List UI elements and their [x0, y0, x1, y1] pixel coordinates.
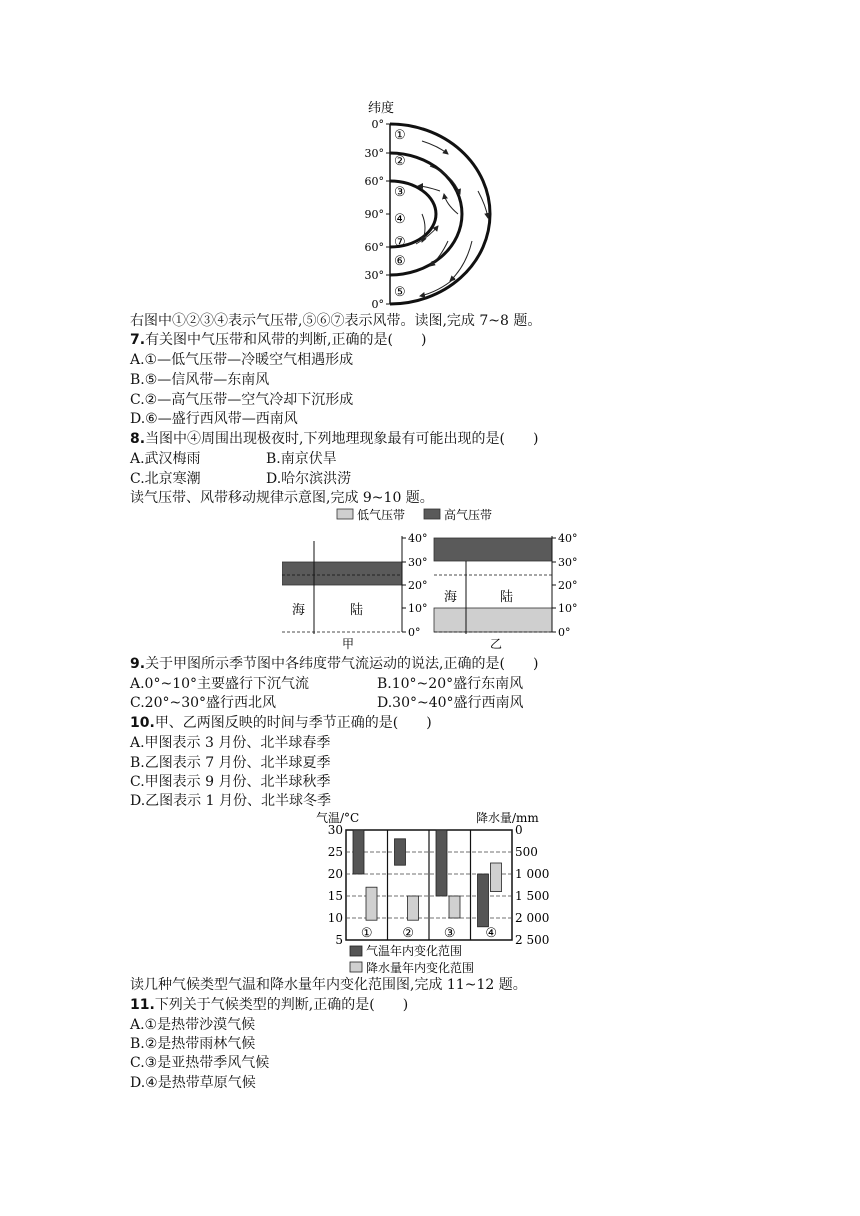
intro-11-12: 读几种气候类型气温和降水量年内变化范围图,完成 11~12 题。: [130, 977, 527, 993]
q7-option-c[interactable]: C.②—高气压带—空气冷却下沉形成: [130, 392, 354, 408]
pressure-belt-diagram: [360, 96, 500, 312]
legend-high-label: 高气压带: [444, 508, 493, 522]
climate-range-chart: [316, 808, 552, 978]
question-number: 10.: [130, 715, 155, 731]
question-number: 8.: [130, 431, 146, 447]
q11-option-a[interactable]: A.①是热带沙漠气候: [130, 1017, 256, 1033]
fig2-tick-label: 40°: [558, 532, 578, 545]
yi-low-belt: [434, 608, 552, 632]
fig2-tick-label: 10°: [558, 602, 578, 615]
temp-tick-label: 5: [335, 933, 343, 947]
temp-tick-label: 15: [327, 889, 343, 903]
question-8-stem: 8.当图中④周围出现极夜时,下列地理现象最有可能出现的是( ): [130, 431, 539, 447]
q10-option-c[interactable]: C.甲图表示 9 月份、北半球秋季: [130, 774, 331, 790]
q10-option-b[interactable]: B.乙图表示 7 月份、北半球夏季: [130, 755, 331, 771]
precip-tick-label: 0: [515, 823, 523, 837]
precip-tick-label: 1 500: [515, 889, 550, 903]
temp-tick-label: 25: [327, 845, 343, 859]
yi-label: 乙: [490, 637, 503, 651]
jia-label: 甲: [342, 637, 355, 651]
belt-number-label: ⑥: [394, 254, 406, 269]
q9-option-d[interactable]: D.30°~40°盛行西南风: [377, 695, 524, 711]
belt-number-label: ⑤: [394, 285, 406, 300]
precip-range-bar: [449, 896, 460, 918]
fig1-tick-label: 0°: [371, 298, 384, 311]
temp-tick-label: 20: [327, 867, 343, 881]
yi-sea-label: 海: [444, 590, 458, 605]
temp-tick-label: 10: [327, 911, 343, 925]
legend-precip-label: 降水量年内变化范围: [366, 961, 475, 975]
q9-option-b[interactable]: B.10°~20°盛行东南风: [377, 676, 524, 692]
climate-category-label: ②: [402, 926, 415, 941]
fig1-tick-label: 90°: [364, 208, 384, 221]
temp-range-bar: [436, 830, 447, 896]
latitude-axis-label: 纬度: [368, 101, 395, 116]
legend-low-swatch: [337, 509, 353, 519]
question-9-stem: 9.关于甲图所示季节图中各纬度带气流运动的说法,正确的是( ): [130, 656, 539, 672]
fig2-tick-label: 10°: [408, 602, 428, 615]
belt-number-label: ②: [394, 154, 406, 169]
q7-option-b[interactable]: B.⑤—信风带—东南风: [130, 372, 270, 388]
fig2-tick-label: 0°: [408, 626, 421, 639]
legend-low-label: 低气压带: [357, 508, 406, 522]
precip-tick-label: 2 500: [515, 933, 550, 947]
legend-precip-swatch: [350, 962, 362, 972]
precip-axis-label: 降水量/mm: [476, 811, 539, 825]
q11-option-c[interactable]: C.③是亚热带季风气候: [130, 1055, 270, 1071]
temp-axis-label: 气温/°C: [316, 811, 360, 825]
q11-option-d[interactable]: D.④是热带草原气候: [130, 1075, 256, 1091]
question-7-stem: 7.有关图中气压带和风带的判断,正确的是( ): [130, 332, 427, 348]
fig1-tick-label: 60°: [364, 241, 384, 254]
jia-sea-label: 海: [292, 603, 306, 618]
belt-number-label: ①: [394, 128, 406, 143]
temp-range-bar: [395, 839, 406, 865]
question-number: 9.: [130, 656, 146, 672]
fig2-tick-label: 40°: [408, 532, 428, 545]
precip-range-bar: [491, 863, 502, 892]
belt-number-label: ④: [394, 212, 406, 227]
wind-arrow: [444, 194, 458, 214]
q10-option-d[interactable]: D.乙图表示 1 月份、北半球冬季: [130, 793, 331, 809]
question-number: 7.: [130, 332, 146, 348]
fig2-tick-label: 20°: [558, 579, 578, 592]
climate-category-label: ④: [485, 926, 498, 941]
q7-option-d[interactable]: D.⑥—盛行西风带—西南风: [130, 411, 298, 427]
jia-high-belt: [282, 562, 402, 585]
q9-option-a[interactable]: A.0°~10°主要盛行下沉气流: [130, 676, 310, 692]
q9-option-c[interactable]: C.20°~30°盛行西北风: [130, 695, 277, 711]
temp-range-bar: [353, 830, 364, 874]
legend-high-swatch: [424, 509, 440, 519]
intro-7-8: 右图中①②③④表示气压带,⑤⑥⑦表示风带。读图,完成 7~8 题。: [130, 313, 542, 329]
temp-range-bar: [478, 874, 489, 927]
jia-land-label: 陆: [350, 603, 364, 618]
question-10-stem: 10.甲、乙两图反映的时间与季节正确的是( ): [130, 715, 432, 731]
intro-9-10: 读气压带、风带移动规律示意图,完成 9~10 题。: [130, 490, 434, 506]
q10-option-a[interactable]: A.甲图表示 3 月份、北半球春季: [130, 735, 331, 751]
belt-shift-diagram: [282, 506, 582, 652]
q8-option-a[interactable]: A.武汉梅雨: [130, 451, 201, 467]
precip-tick-label: 1 000: [515, 867, 550, 881]
precip-range-bar: [408, 896, 419, 920]
climate-category-label: ③: [443, 926, 456, 941]
question-11-stem: 11.下列关于气候类型的判断,正确的是( ): [130, 997, 409, 1013]
precip-tick-label: 2 000: [515, 911, 550, 925]
precip-tick-label: 500: [515, 845, 538, 859]
fig1-tick-label: 0°: [371, 118, 384, 131]
legend-temp-swatch: [350, 946, 362, 956]
q8-option-d[interactable]: D.哈尔滨洪涝: [266, 471, 352, 487]
fig1-tick-label: 60°: [364, 175, 384, 188]
belt-number-label: ③: [394, 185, 406, 200]
fig2-tick-label: 30°: [558, 556, 578, 569]
belt-number-label: ⑦: [394, 235, 406, 250]
fig1-tick-label: 30°: [364, 269, 384, 282]
wind-arrow: [450, 241, 472, 281]
q8-option-c[interactable]: C.北京寒潮: [130, 471, 201, 487]
fig1-tick-label: 30°: [364, 147, 384, 160]
temp-tick-label: 30: [327, 823, 343, 837]
precip-range-bar: [366, 887, 377, 920]
yi-land-label: 陆: [500, 590, 514, 605]
question-number: 11.: [130, 997, 155, 1013]
q8-option-b[interactable]: B.南京伏旱: [266, 451, 337, 467]
fig2-tick-label: 30°: [408, 556, 428, 569]
wind-arrow: [422, 141, 448, 154]
fig2-tick-label: 0°: [558, 626, 571, 639]
climate-category-label: ①: [360, 926, 373, 941]
q11-option-b[interactable]: B.②是热带雨林气候: [130, 1036, 256, 1052]
q7-option-a[interactable]: A.①—低气压带—冷暖空气相遇形成: [130, 352, 354, 368]
legend-temp-label: 气温年内变化范围: [366, 944, 463, 958]
yi-high-belt: [434, 538, 552, 561]
fig2-tick-label: 20°: [408, 579, 428, 592]
